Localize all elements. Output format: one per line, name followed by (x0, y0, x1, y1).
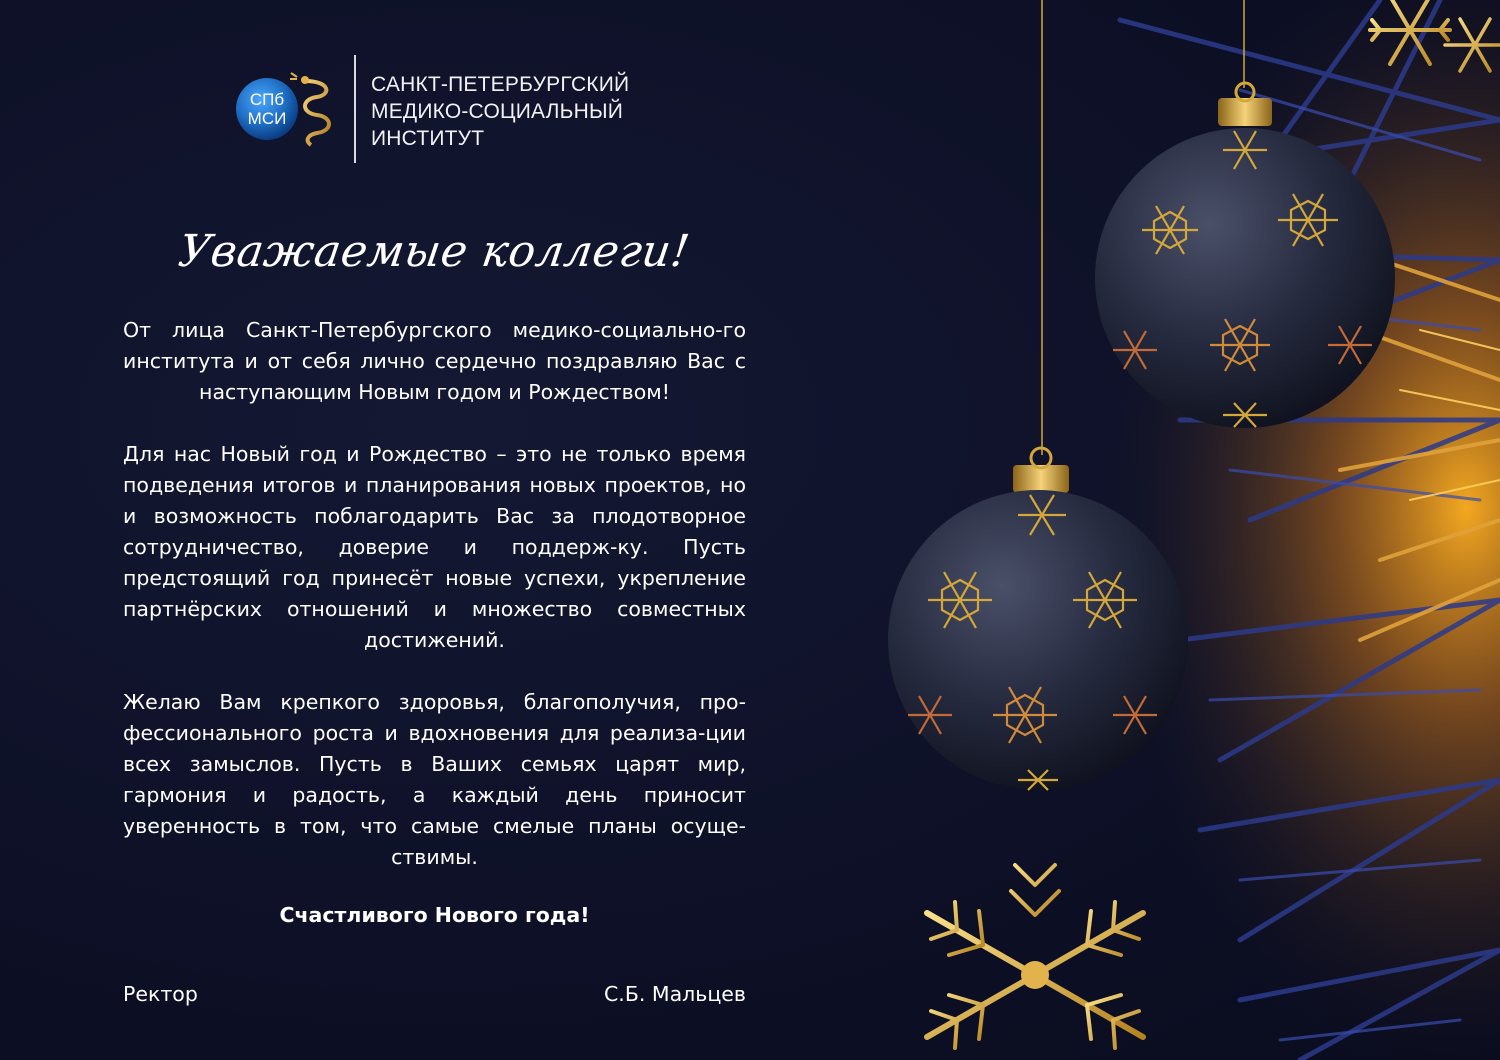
emblem-text-bottom: МСИ (247, 109, 287, 128)
logo-divider (354, 55, 356, 163)
letter-paragraph: От лица Санкт-Петербургского медико-социально-го института и от себя лично сердечно поздравляю Вас с наступающим Новым годом и Рождеством! (123, 318, 746, 404)
emblem-text-top: СПб (249, 90, 285, 109)
closing-wish: Счастливого Нового года! (279, 903, 590, 927)
christmas-decoration (820, 0, 1500, 1060)
letter-paragraph: Для нас Новый год и Рождество – это не только время подведения итогов и планирования новых проектов, но и возможность поблагодарить Вас за плодотворное сотрудничество, доверие и поддерж-ку. Пусть предстоящий год принесёт новые успехи, укрепление партнёрских отношений и множество совместных достижений. (123, 442, 746, 652)
signature-name: С.Б. Мальцев (603, 982, 746, 1006)
institute-emblem-icon (235, 67, 345, 147)
institute-name-line: САНКТ-ПЕТЕРБУРГСКИЙ (371, 73, 630, 96)
institute-name-line: ИНСТИТУТ (371, 127, 485, 150)
greeting-heading: Уважаемые коллеги! (175, 226, 693, 277)
institute-name (371, 71, 671, 152)
letter-paragraph: Желаю Вам крепкого здоровья, благополучия, про-фессионального роста и вдохновения для реализа-ции всех замыслов. Пусть в Ваших семьях царят мир, гармония и радость, а каждый день приносит уверенность в том, что самые смелые планы осуще-ствимы. (123, 690, 746, 869)
signature-title: Ректор (123, 982, 198, 1006)
letter-body (123, 315, 746, 904)
institute-name-line: МЕДИКО-СОЦИАЛЬНЫЙ (371, 100, 624, 123)
